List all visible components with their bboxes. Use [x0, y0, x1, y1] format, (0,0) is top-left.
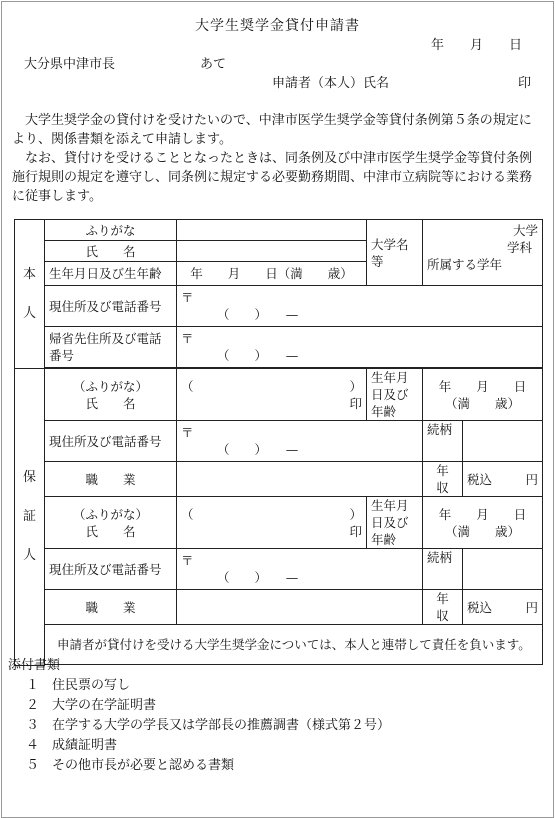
- home-address-label: 帰省先住所及び電話番号: [45, 327, 177, 368]
- guarantor1-dob-label: 生年月日及び年齢: [367, 369, 423, 421]
- univ-grade: 所属する学年: [427, 257, 503, 272]
- guarantor1-address-field[interactable]: 〒 （ ） —: [177, 421, 423, 462]
- dob-age-label: 生年月日及び生年齢: [45, 262, 177, 286]
- guarantor1-dob-field[interactable]: 年 月 日 （満 歳）: [423, 369, 543, 421]
- guarantor2-name-field[interactable]: （ ） 印: [177, 497, 367, 549]
- guarantor1-name-field[interactable]: （ ） 印: [177, 369, 367, 421]
- guarantor2-relation-label: 続柄: [423, 549, 463, 590]
- form-title: 大学生奨学金貸付申請書: [195, 18, 360, 34]
- seal-mark: 印: [349, 523, 362, 539]
- guarantor2-income-label: 年 収: [423, 590, 463, 625]
- univ-gakka: 学科: [507, 240, 533, 255]
- attachments-title: 添付書類: [8, 658, 61, 673]
- home-address-field[interactable]: [177, 327, 543, 368]
- application-form-table: [14, 219, 543, 666]
- guarantor1-address-label: 現住所及び電話番号: [45, 421, 177, 462]
- applicant-name-label: 申請者（本人）氏名: [272, 76, 390, 91]
- attachment-item: ４ 成績証明書: [26, 738, 118, 753]
- guarantor1-occupation-field[interactable]: [177, 462, 423, 497]
- furigana-label: ふりがな: [45, 220, 177, 241]
- guarantor2-dob-field[interactable]: 年 月 日 （満 歳）: [423, 497, 543, 549]
- guarantor2-address-label: 現住所及び電話番号: [45, 549, 177, 590]
- guarantor2-dob-label: 生年月日及び年齢: [367, 497, 423, 549]
- current-address-label: 現住所及び電話番号: [45, 286, 177, 327]
- seal-mark: 印: [349, 395, 362, 411]
- guarantor1-relation-field[interactable]: [463, 421, 543, 462]
- date-line[interactable]: 年 月 日: [431, 38, 523, 53]
- section-self: 本 人: [15, 220, 45, 369]
- guarantor2-name-label: （ふりがな） 氏 名: [45, 497, 177, 549]
- current-address-field[interactable]: [177, 286, 543, 327]
- univ-daigaku: 大学: [513, 223, 539, 238]
- guarantor2-occupation-field[interactable]: [177, 590, 423, 625]
- guarantor1-income-label: 年 収: [423, 462, 463, 497]
- guarantor1-income-field[interactable]: 税込 円: [463, 462, 543, 497]
- guarantor2-relation-field[interactable]: [463, 549, 543, 590]
- phone-format: （ ） —: [217, 348, 299, 363]
- attachments: [8, 656, 390, 776]
- name-field[interactable]: [177, 241, 367, 262]
- attachment-item: ３ 在学する大学の学長又は学部長の推薦調書（様式第２号）: [26, 718, 391, 733]
- addressee: 大分県中津市長: [24, 57, 116, 72]
- dob-age-field[interactable]: 年 月 日（満 歳）: [177, 262, 367, 286]
- attachment-item: ５ その他市長が必要と認める書類: [26, 758, 235, 773]
- phone-format: （ ） —: [217, 307, 299, 322]
- postal-mark: 〒: [181, 331, 194, 346]
- attachment-item: ２ 大学の在学証明書: [26, 698, 157, 713]
- university-label: 大学名等: [367, 220, 423, 286]
- guarantor2-income-field[interactable]: 税込 円: [463, 590, 543, 625]
- guarantor-footnote: 申請者が貸付けを受ける大学生奨学金については、本人と連帯して責任を負います。: [45, 625, 543, 665]
- attachment-item: １ 住民票の写し: [26, 678, 131, 693]
- body-paragraph-2: なお、貸付けを受けることとなったときは、同条例及び中津市医学生奨学金等貸付条例施行規則の規定を遵守し、同条例に規定する必要勤務期間、中津市立病院等における業務に従事します。: [12, 151, 533, 204]
- guarantor1-relation-label: 続柄: [423, 421, 463, 462]
- university-field[interactable]: [423, 220, 543, 286]
- guarantor1-name-label: （ふりがな） 氏 名: [45, 369, 177, 421]
- guarantor1-occupation-label: 職 業: [45, 462, 177, 497]
- applicant-seal: 印: [518, 76, 532, 91]
- guarantor2-occupation-label: 職 業: [45, 590, 177, 625]
- body-paragraph-1: 大学生奨学金の貸付けを受けたいので、中津市医学生奨学金等貸付条例第５条の規定により、関係書類を添えて申請します。: [12, 113, 532, 147]
- addressee-suffix: あて: [200, 57, 227, 72]
- section-guarantor: 保 証 人: [15, 369, 45, 666]
- name-label: 氏 名: [45, 241, 177, 262]
- postal-mark: 〒: [181, 290, 194, 305]
- furigana-field[interactable]: [177, 220, 367, 241]
- guarantor2-address-field[interactable]: 〒 （ ） —: [177, 549, 423, 590]
